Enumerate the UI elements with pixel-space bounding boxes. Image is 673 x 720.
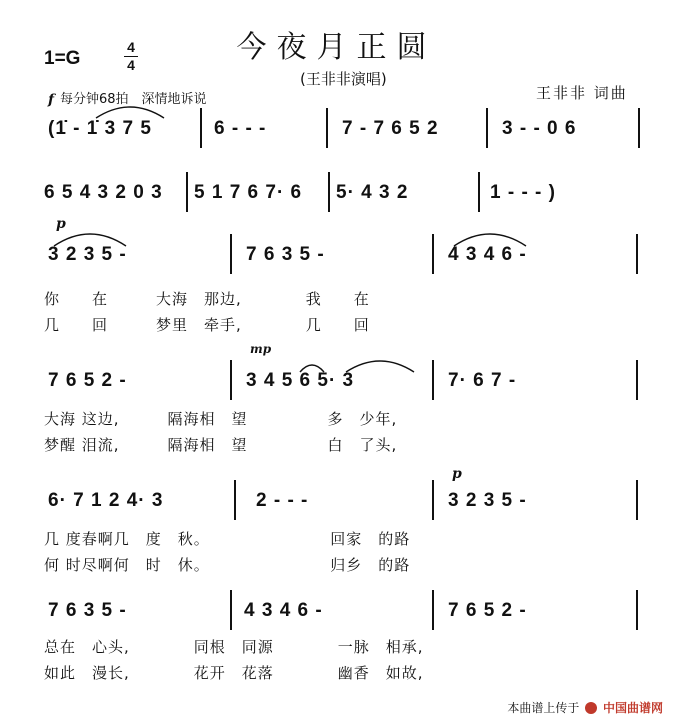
measure-3-3: 4 3 4 6 - xyxy=(448,244,527,265)
key-signature: 1=G xyxy=(44,48,81,69)
measure-3-1: 3 2 3 5 - xyxy=(48,244,127,265)
barline xyxy=(638,108,640,148)
measure-6-2: 4 3 4 6 - xyxy=(244,600,323,621)
measure-5-3: 3 2 3 5 - xyxy=(448,490,527,511)
lyric-6-2: 如此 漫长, 花开 花落 幽香 如故, xyxy=(44,664,424,682)
measure-6-1: 7 6 3 5 - xyxy=(48,600,127,621)
measure-5-1: 6· 7 1 2 4· 3 xyxy=(48,490,164,511)
dynamic-f: f xyxy=(48,92,55,108)
measure-1-4: 3 - - 0 6 xyxy=(502,118,577,139)
lyric-6-1: 总在 心头, 同根 同源 一脉 相承, xyxy=(44,638,424,656)
barline xyxy=(486,108,488,148)
dynamic-p-2: p xyxy=(452,466,462,482)
barline xyxy=(186,172,188,212)
lyric-5-2: 何 时尽啊何 时 休。 归乡 的路 xyxy=(44,556,411,574)
composer-credit: 王非非 词曲 xyxy=(536,84,628,102)
barline xyxy=(478,172,480,212)
meter-top: 4 xyxy=(127,39,135,55)
footer-prefix: 本曲谱上传于 xyxy=(507,701,580,715)
barline xyxy=(230,360,232,400)
measure-2-3: 5· 4 3 2 xyxy=(336,182,409,203)
barline xyxy=(636,234,638,274)
measure-2-2: 5 1 7 6 7· 6 xyxy=(194,182,303,203)
measure-2-4: 1 - - - ) xyxy=(490,182,556,203)
measure-1-3: 7 - 7 6 5 2 xyxy=(342,118,439,139)
barline xyxy=(432,480,434,520)
dynamic-mp: mp xyxy=(250,342,272,356)
singer-credit: (王非非演唱) xyxy=(300,70,387,88)
measure-4-2: 3 4 5 6 5· 3 xyxy=(246,370,355,391)
measure-2-1: 6 5 4 3 2 0 3 xyxy=(44,182,163,203)
measure-3-2: 7 6 3 5 - xyxy=(246,244,325,265)
site-logo-icon xyxy=(585,702,597,714)
lyric-4-2: 梦醒 泪流, 隔海相 望 白 了头, xyxy=(44,436,398,454)
measure-1-1: (1̇ - 1̇ 3 7 5 xyxy=(48,118,152,139)
barline xyxy=(200,108,202,148)
lyric-3-2: 几 回 梦里 牵手, 几 回 xyxy=(44,316,370,334)
lyric-4-1: 大海 这边, 隔海相 望 多 少年, xyxy=(44,410,398,428)
measure-4-3: 7· 6 7 - xyxy=(448,370,517,391)
barline xyxy=(328,172,330,212)
lyric-3-1: 你 在 大海 那边, 我 在 xyxy=(44,290,370,308)
measure-6-3: 7 6 5 2 - xyxy=(448,600,527,621)
meter-bottom: 4 xyxy=(127,57,135,73)
song-title: 今夜月正圆 xyxy=(236,30,437,65)
barline xyxy=(234,480,236,520)
barline xyxy=(432,360,434,400)
barline xyxy=(326,108,328,148)
barline xyxy=(230,234,232,274)
measure-4-1: 7 6 5 2 - xyxy=(48,370,127,391)
barline xyxy=(432,234,434,274)
dynamic-p: p xyxy=(56,216,66,232)
barline xyxy=(636,360,638,400)
tempo-marking: 每分钟68拍 深情地诉说 xyxy=(60,92,207,107)
time-signature xyxy=(124,40,138,73)
barline xyxy=(432,590,434,630)
barline xyxy=(636,590,638,630)
lyric-5-1: 几 度春啊几 度 秋。 回家 的路 xyxy=(44,530,411,548)
footer-site-link[interactable]: 中国曲谱网 xyxy=(602,701,663,715)
measure-1-2: 6 - - - xyxy=(214,118,267,139)
footer-credit xyxy=(507,699,663,716)
barline xyxy=(230,590,232,630)
barline xyxy=(636,480,638,520)
measure-5-2: 2 - - - xyxy=(256,490,309,511)
